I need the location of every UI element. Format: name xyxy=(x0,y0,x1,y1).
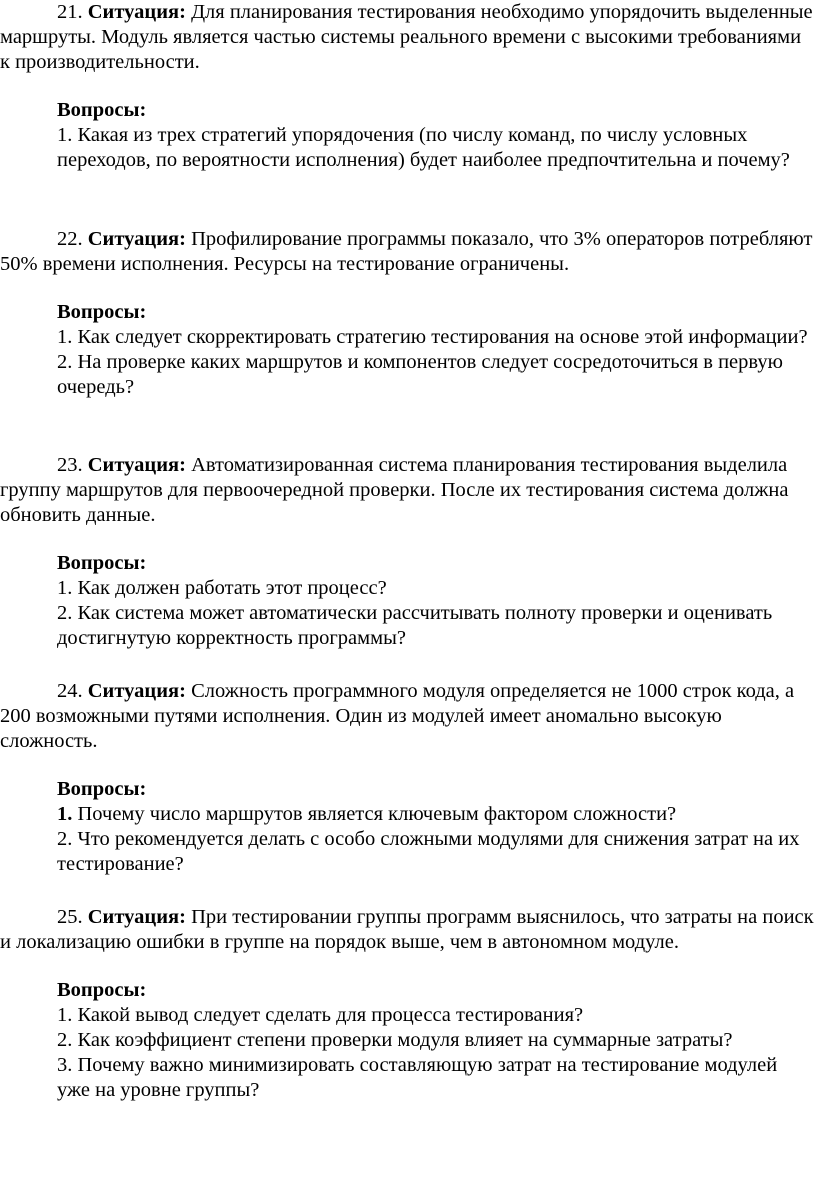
question-number: 2. xyxy=(57,351,73,373)
question-item xyxy=(57,576,814,601)
situation-paragraph xyxy=(0,0,814,75)
question-number: 1. xyxy=(57,577,73,599)
situation-text: Сложность программного модуля определяется не 1000 строк кода, а 200 возможными путями исполнения. Один из модулей имеет аномально высокую сложность. xyxy=(0,680,795,752)
questions-list xyxy=(57,123,814,173)
question-item xyxy=(57,802,814,827)
situation-text: При тестировании группы программ выяснилось, что затраты на поиск и локализацию ошибки в группе на порядок выше, чем в автономном модуле. xyxy=(0,906,814,953)
question-item xyxy=(57,601,814,651)
case-number: 25. xyxy=(57,906,83,928)
questions-list xyxy=(57,802,814,877)
situation-label: Ситуация: xyxy=(87,1,186,23)
question-text: Какой вывод следует сделать для процесса тестирования? xyxy=(72,1004,584,1026)
situation-paragraph xyxy=(0,227,814,277)
question-text: Как система может автоматически рассчитывать полноту проверки и оценивать достигнутую корректность программы? xyxy=(57,602,773,649)
question-number: 2. xyxy=(57,602,73,624)
case-number: 21. xyxy=(57,1,83,23)
question-number: 2. xyxy=(57,828,73,850)
case-23 xyxy=(0,453,814,651)
situation-label: Ситуация: xyxy=(87,454,186,476)
case-number: 22. xyxy=(57,228,83,250)
situation-paragraph xyxy=(0,453,814,528)
questions-heading: Вопросы: xyxy=(57,979,147,1001)
question-item xyxy=(57,1053,814,1103)
question-text: Что рекомендуется делать с особо сложными модулями для снижения затрат на их тестирование? xyxy=(57,828,800,875)
situation-text: Автоматизированная система планирования тестирования выделила группу маршрутов для первоочередной проверки. После их тестирования система должна обновить данные. xyxy=(0,454,789,526)
questions-heading: Вопросы: xyxy=(57,301,147,323)
case-number: 24. xyxy=(57,680,83,702)
situation-text: Профилирование программы показало, что 3% операторов потребляют 50% времени исполнения. Ресурсы на тестирование ограничены. xyxy=(0,228,813,275)
questions-list xyxy=(57,325,814,400)
situation-label: Ситуация: xyxy=(87,906,186,928)
questions-list xyxy=(57,576,814,651)
question-number: 2. xyxy=(57,1029,73,1051)
questions-heading: Вопросы: xyxy=(57,99,147,121)
question-number: 1. xyxy=(57,1004,73,1026)
question-text: Как следует скорректировать стратегию тестирования на основе этой информации? xyxy=(72,326,808,348)
questions-heading: Вопросы: xyxy=(57,778,147,800)
situation-label: Ситуация: xyxy=(87,680,186,702)
question-number: 1. xyxy=(57,124,73,146)
question-number: 3. xyxy=(57,1054,73,1076)
case-24 xyxy=(0,679,814,877)
question-text: Как должен работать этот процесс? xyxy=(72,577,387,599)
question-text: Почему число маршрутов является ключевым фактором сложности? xyxy=(72,803,677,825)
question-item xyxy=(57,350,814,400)
case-21 xyxy=(0,0,814,173)
case-number: 23. xyxy=(57,454,83,476)
case-22 xyxy=(0,227,814,400)
situation-paragraph xyxy=(0,905,814,955)
question-item xyxy=(57,325,814,350)
question-item xyxy=(57,827,814,877)
case-25 xyxy=(0,905,814,1103)
situation-paragraph xyxy=(0,679,814,754)
question-text: На проверке каких маршрутов и компонентов следует сосредоточиться в первую очередь? xyxy=(57,351,783,398)
question-number: 1. xyxy=(57,326,73,348)
situation-text: Для планирования тестирования необходимо упорядочить выделенные маршруты. Модуль является частью системы реального времени с высокими требованиями к производительности. xyxy=(0,1,813,73)
question-item xyxy=(57,1003,814,1028)
question-text: Какая из трех стратегий упорядочения (по числу команд, по числу условных переходов, по вероятности исполнения) будет наиболее предпочтительна и почему? xyxy=(57,124,790,171)
question-item xyxy=(57,123,814,173)
questions-list xyxy=(57,1003,814,1103)
question-text: Как коэффициент степени проверки модуля влияет на суммарные затраты? xyxy=(72,1029,733,1051)
situation-label: Ситуация: xyxy=(87,228,186,250)
question-number: 1. xyxy=(57,803,73,825)
questions-heading: Вопросы: xyxy=(57,552,147,574)
question-text: Почему важно минимизировать составляющую затрат на тестирование модулей уже на уровне группы? xyxy=(57,1054,778,1101)
question-item xyxy=(57,1028,814,1053)
